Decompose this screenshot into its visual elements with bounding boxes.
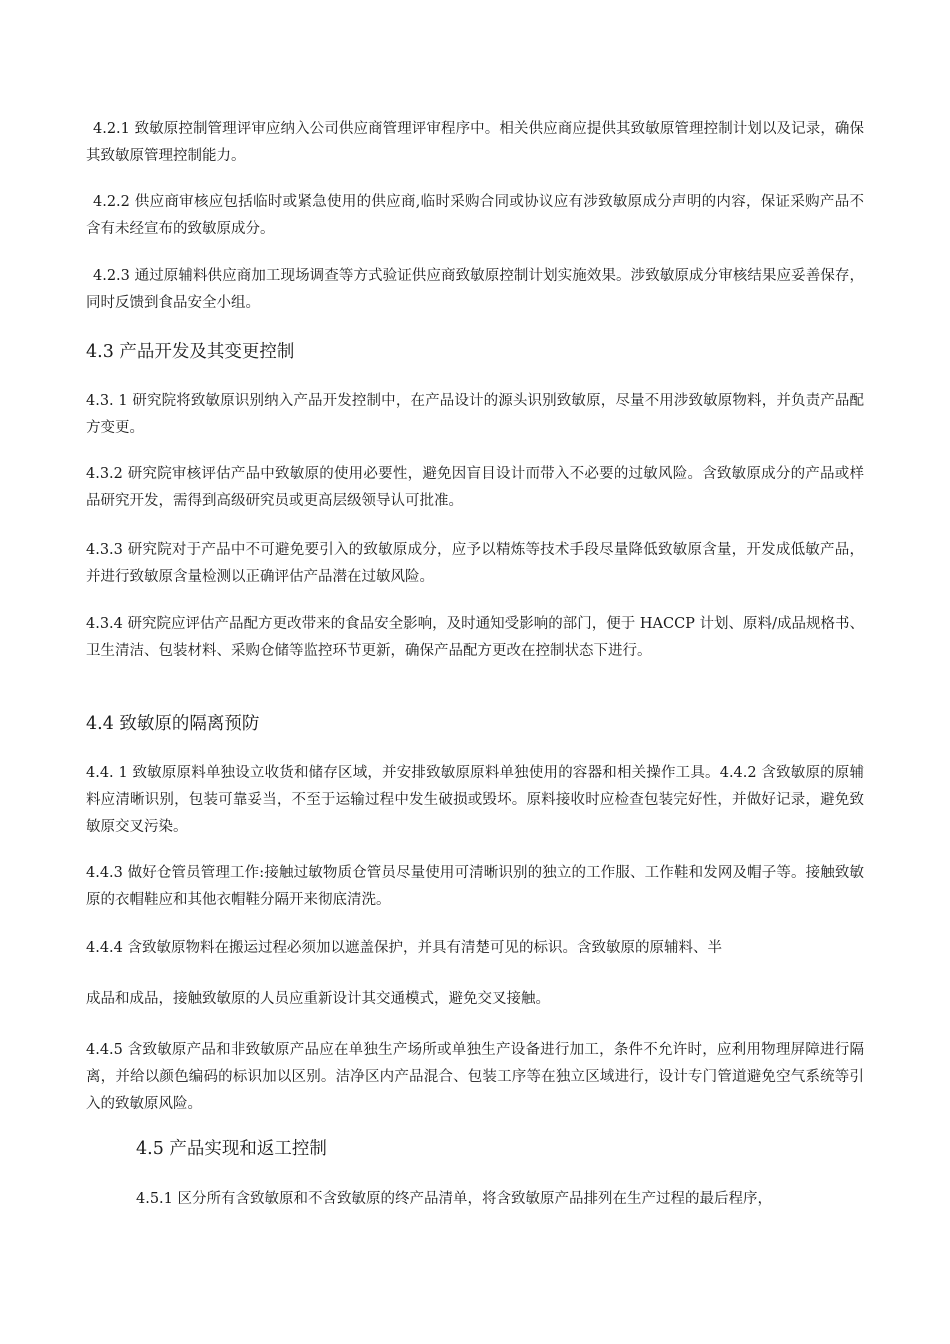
paragraph-4-4-4-continued: 成品和成品，接触致敏原的人员应重新设计其交通模式，避免交叉接触。: [86, 991, 550, 1007]
paragraph-4-2-2: 4.2.2 供应商审核应包括临时或紧急使用的供应商,临时采购合同或协议应有涉致敏原成分声明的内容，保证采购产品不含有未经宣布的致敏原成分。: [86, 194, 864, 237]
paragraph-4-2-3: 4.2.3 通过原辅料供应商加工现场调查等方式验证供应商致敏原控制计划实施效果。涉致敏原成分审核结果应妥善保存，同时反馈到食品安全小组。: [86, 268, 864, 311]
paragraph-4-5-1: 4.5.1 区分所有含致敏原和不含致敏原的终产品清单，将含致敏原产品排列在生产过程的最后程序，: [136, 1191, 772, 1207]
heading-4-3: 4.3 产品开发及其变更控制: [86, 342, 295, 362]
paragraph-4-4-3: 4.4.3 做好仓管员管理工作:接触过敏物质仓管员尽量使用可清晰识别的独立的工作服、工作鞋和发网及帽子等。接触致敏原的衣帽鞋应和其他衣帽鞋分隔开来彻底清洗。: [86, 865, 864, 908]
paragraph-4-2-1: 4.2.1 致敏原控制管理评审应纳入公司供应商管理评审程序中。相关供应商应提供其致敏原管理控制计划以及记录，确保其致敏原管理控制能力。: [86, 121, 864, 164]
heading-4-5: 4.5 产品实现和返工控制: [136, 1139, 327, 1159]
paragraph-4-3-2: 4.3.2 研究院审核评估产品中致敏原的使用必要性，避免因盲目设计而带入不必要的过敏风险。含致敏原成分的产品或样品研究开发，需得到高级研究员或更高层级领导认可批准。: [86, 466, 864, 509]
paragraph-4-3-3: 4.3.3 研究院对于产品中不可避免要引入的致敏原成分，应予以精炼等技术手段尽量降低致敏原含量，开发成低敏产品，并进行致敏原含量检测以正确评估产品潜在过敏风险。: [86, 542, 864, 585]
paragraph-4-3-1: 4.3. 1 研究院将致敏原识别纳入产品开发控制中，在产品设计的源头识别致敏原，尽量不用涉致敏原物料，并负责产品配方变更。: [86, 393, 864, 436]
heading-4-4: 4.4 致敏原的隔离预防: [86, 714, 260, 734]
paragraph-4-4-1: 4.4. 1 致敏原原料单独设立收货和储存区域，并安排致敏原原料单独使用的容器和相关操作工具。4.4.2 含致敏原的原辅料应清晰识别，包装可靠妥当，不至于运输过程中发生破损或毁坏。原料接收时应检查包装完好性，并做好记录，避免致敏原交叉污染。: [86, 765, 864, 835]
paragraph-4-3-4: 4.3.4 研究院应评估产品配方更改带来的食品安全影响，及时通知受影响的部门，便于 HACCP 计划、原料/成品规格书、卫生清洁、包装材料、采购仓储等监控环节更新，确保产品配方更改在控制状态下进行。: [86, 616, 864, 659]
paragraph-4-4-4: 4.4.4 含致敏原物料在搬运过程必须加以遮盖保护，并具有清楚可见的标识。含致敏原的原辅料、半: [86, 940, 722, 956]
paragraph-4-4-5: 4.4.5 含致敏原产品和非致敏原产品应在单独生产场所或单独生产设备进行加工，条件不允许时，应利用物理屏障进行隔离，并给以颜色编码的标识加以区别。洁净区内产品混合、包装工序等在独立区域进行，设计专门管道避免空气系统等引入的致敏原风险。: [86, 1042, 864, 1112]
